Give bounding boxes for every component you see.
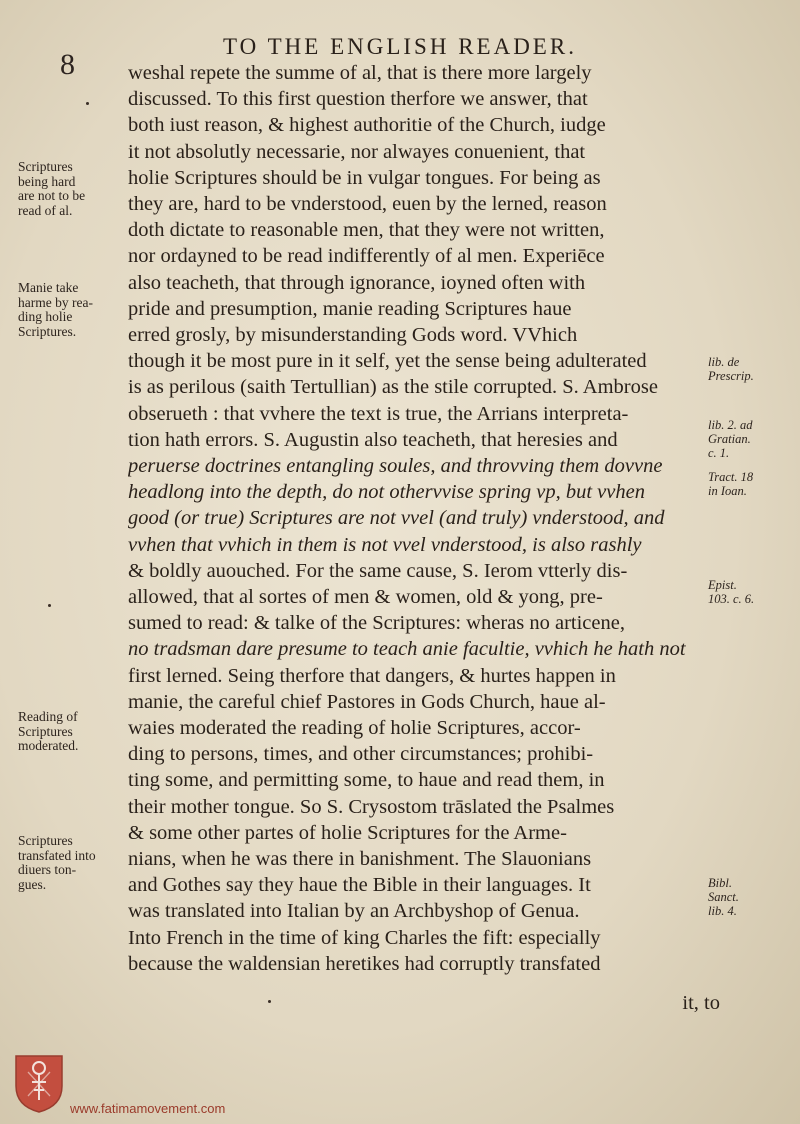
print-speck (86, 102, 89, 105)
watermark-url[interactable]: www.fatimamovement.com (70, 1101, 226, 1116)
print-speck (268, 1000, 271, 1003)
text-line: though it be most pure in it self, yet the sense being adulterated (128, 350, 647, 373)
margin-ref-ambrose: lib. 2. ad Gratian. c. 1. (708, 418, 753, 460)
sidenote-scriptures-hard: Scriptures being hard are not to be read of al. (18, 159, 86, 218)
print-speck (48, 604, 51, 607)
text-line: discussed. To this first question therfore we answer, that (128, 88, 588, 111)
sidenote-scriptures-translated: Scriptures transfated into diuers ton- gues. (18, 833, 96, 892)
text-line: & some other partes of holie Scriptures for the Arme- (128, 821, 567, 844)
text-line: weshal repete the summe of al, that is there more largely (128, 62, 592, 84)
text-line: & boldly auouched. For the same cause, S. Ierom vtterly dis- (128, 559, 628, 582)
text-line: sumed to read: & talke of the Scriptures: wheras no articene, (128, 612, 625, 635)
text-line: headlong into the depth, do not othervvise spring vp, but vvhen (128, 481, 645, 504)
text-line: tion hath errors. S. Augustin also teacheth, that heresies and (128, 428, 618, 451)
text-line: both iust reason, & highest authoritie of the Church, iudge (128, 114, 606, 137)
text-line: nians, when he was there in banishment. The Slauonians (128, 848, 592, 870)
text-line: ting some, and permitting some, to haue and read them, in (128, 769, 605, 792)
text-line: they are, hard to be vnderstood, euen by the lerned, reason (128, 193, 607, 215)
text-line: Into French in the time of king Charles the fift: especially (128, 926, 601, 949)
text-line: is as perilous (saith Tertullian) as the stile corrupted. S. Ambrose (128, 376, 658, 399)
text-line: doth dictate to reasonable men, that they were not written, (128, 219, 605, 242)
text-line: manie, the careful chief Pastores in Gods Church, haue al- (128, 690, 606, 713)
sidenote-manie-take-harme: Manie take harme by rea- ding holie Scriptures. (18, 280, 93, 339)
text-line: peruerse doctrines entangling soules, and throvving them dovvne (128, 455, 663, 477)
text-line: erred grosly, by misunderstanding Gods word. VVhich (128, 324, 578, 346)
text-line: no tradsman dare presume to teach anie facultie, vvhich he hath not (128, 638, 686, 661)
text-line: ding to persons, times, and other circumstances; prohibi- (128, 743, 594, 766)
text-line: nor ordayned to be read indifferently of al men. Experiēce (128, 245, 605, 268)
text-line: good (or true) Scriptures are not vvel (and truly) vnderstood, and (128, 507, 665, 530)
text-line: vvhen that vvhich in them is not vvel vnderstood, is also rashly (128, 533, 642, 556)
text-line: pride and presumption, manie reading Scriptures haue (128, 297, 572, 320)
text-line: because the waldensian heretikes had corruptly transfated (128, 952, 601, 975)
text-line: first lerned. Seing therfore that dangers, & hurtes happen in (128, 664, 616, 687)
margin-ref-tertullian: lib. de Prescrip. (708, 355, 754, 383)
text-line: also teacheth, that through ignorance, ioyned often with (128, 271, 586, 294)
text-line: their mother tongue. So S. Crysostom trāslated the Psalmes (128, 795, 615, 818)
text-line: waies moderated the reading of holie Scriptures, accor- (128, 717, 581, 739)
margin-ref-bibl-sanct: Bibl. Sanct. lib. 4. (708, 876, 739, 918)
text-line: and Gothes say they haue the Bible in their languages. It (128, 874, 591, 897)
text-line: it not absolutly necessarie, nor alwayes conuenient, that (128, 140, 586, 163)
text-line: was translated into Italian by an Archbyshop of Genua. (128, 900, 580, 923)
catchword: it, to (682, 992, 720, 1014)
margin-ref-augustin: Tract. 18 in Ioan. (708, 470, 754, 498)
text-line: allowed, that al sortes of men & women, old & yong, pre- (128, 586, 603, 608)
fatima-seal-icon (12, 1052, 66, 1114)
page-number: 8 (60, 48, 75, 81)
sidenote-reading-moderated: Reading of Scriptures moderated. (18, 709, 79, 753)
page-title: TO THE ENGLISH READER. (223, 34, 577, 59)
margin-ref-ierom: Epist. 103. c. 6. (708, 578, 755, 606)
text-line: holie Scriptures should be in vulgar tongues. For being as (128, 166, 601, 189)
text-line: obserueth : that vvhere the text is true, the Arrians interpreta- (128, 402, 629, 425)
